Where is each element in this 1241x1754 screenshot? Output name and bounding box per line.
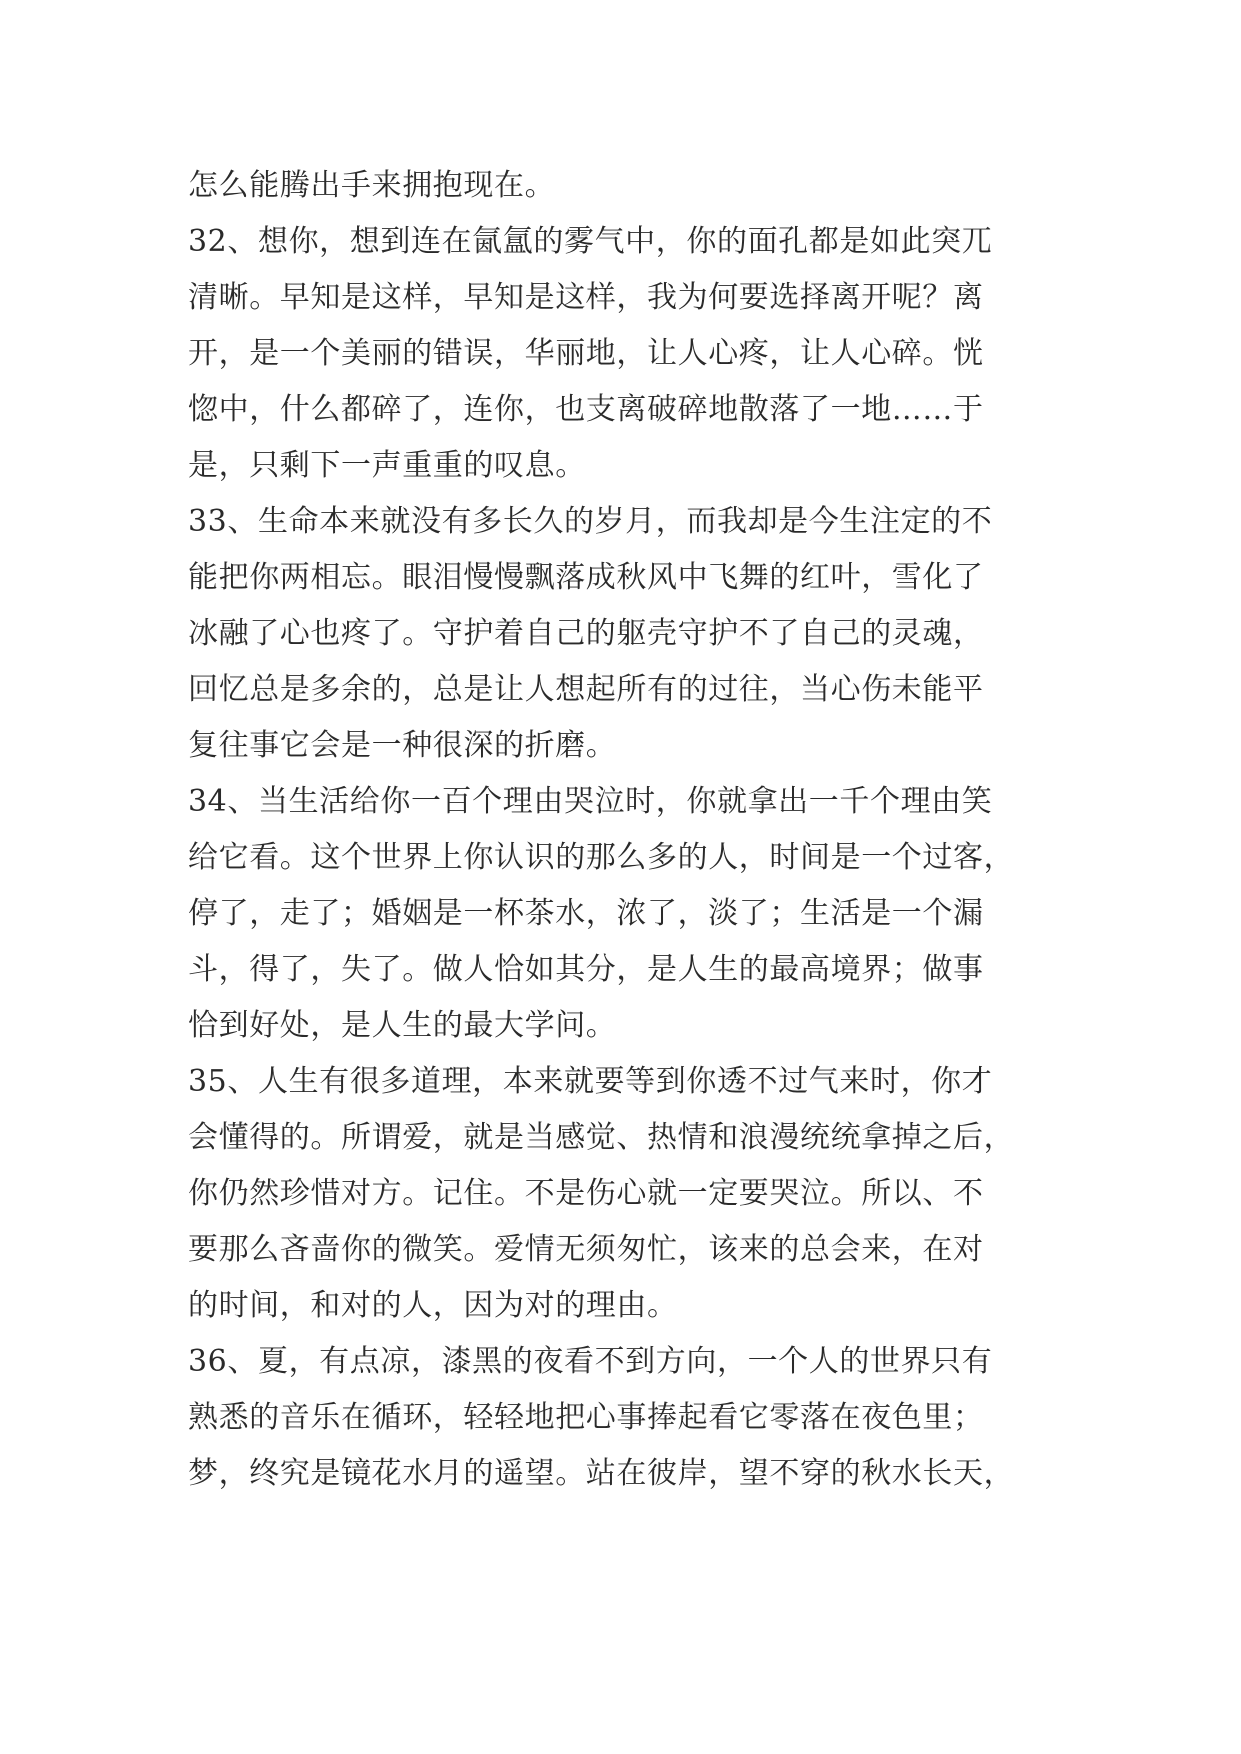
text-line: 能把你两相忘。眼泪慢慢飘落成秋风中飞舞的红叶，雪化了 — [188, 560, 984, 595]
text-line: 斗，得了，失了。做人恰如其分，是人生的最高境界；做事 — [188, 952, 984, 987]
text-line: 你仍然珍惜对方。记住。不是伤心就一定要哭泣。所以、不 — [188, 1176, 984, 1211]
text-line: 的时间，和对的人，因为对的理由。 — [188, 1288, 678, 1323]
text-line: 惚中，什么都碎了，连你，也支离破碎地散落了一地……于 — [188, 392, 984, 427]
text-body — [188, 158, 1068, 1502]
text-line: 熟悉的音乐在循环，轻轻地把心事捧起看它零落在夜色里； — [188, 1400, 984, 1435]
text-line: 复往事它会是一种很深的折磨。 — [188, 728, 617, 763]
text-line: 怎么能腾出手来拥抱现在。 — [188, 168, 556, 203]
text-line: 35、人生有很多道理，本来就要等到你透不过气来时，你才 — [188, 1064, 993, 1099]
text-line: 恰到好处，是人生的最大学问。 — [188, 1008, 617, 1043]
text-line: 停了，走了；婚姻是一杯茶水，浓了，淡了；生活是一个漏 — [188, 896, 984, 931]
text-line: 36、夏，有点凉，漆黑的夜看不到方向，一个人的世界只有 — [188, 1344, 993, 1379]
text-line: 梦，终究是镜花水月的遥望。站在彼岸，望不穿的秋水长天， — [188, 1456, 1015, 1491]
text-line: 开，是一个美丽的错误，华丽地，让人心疼，让人心碎。恍 — [188, 336, 984, 371]
text-line: 34、当生活给你一百个理由哭泣时，你就拿出一千个理由笑 — [188, 784, 993, 819]
text-line: 会懂得的。所谓爱，就是当感觉、热情和浪漫统统拿掉之后， — [188, 1120, 1015, 1155]
text-line: 冰融了心也疼了。守护着自己的躯壳守护不了自己的灵魂， — [188, 616, 984, 651]
text-line: 要那么吝啬你的微笑。爱情无须匆忙，该来的总会来，在对 — [188, 1232, 984, 1267]
text-line: 32、想你，想到连在氤氲的雾气中，你的面孔都是如此突兀 — [188, 224, 993, 259]
text-line: 给它看。这个世界上你认识的那么多的人，时间是一个过客， — [188, 840, 1015, 875]
text-line: 清晰。早知是这样，早知是这样，我为何要选择离开呢？离 — [188, 280, 984, 315]
text-line: 回忆总是多余的，总是让人想起所有的过往，当心伤未能平 — [188, 672, 984, 707]
text-line: 33、生命本来就没有多长久的岁月，而我却是今生注定的不 — [188, 504, 993, 539]
text-line: 是，只剩下一声重重的叹息。 — [188, 448, 586, 483]
